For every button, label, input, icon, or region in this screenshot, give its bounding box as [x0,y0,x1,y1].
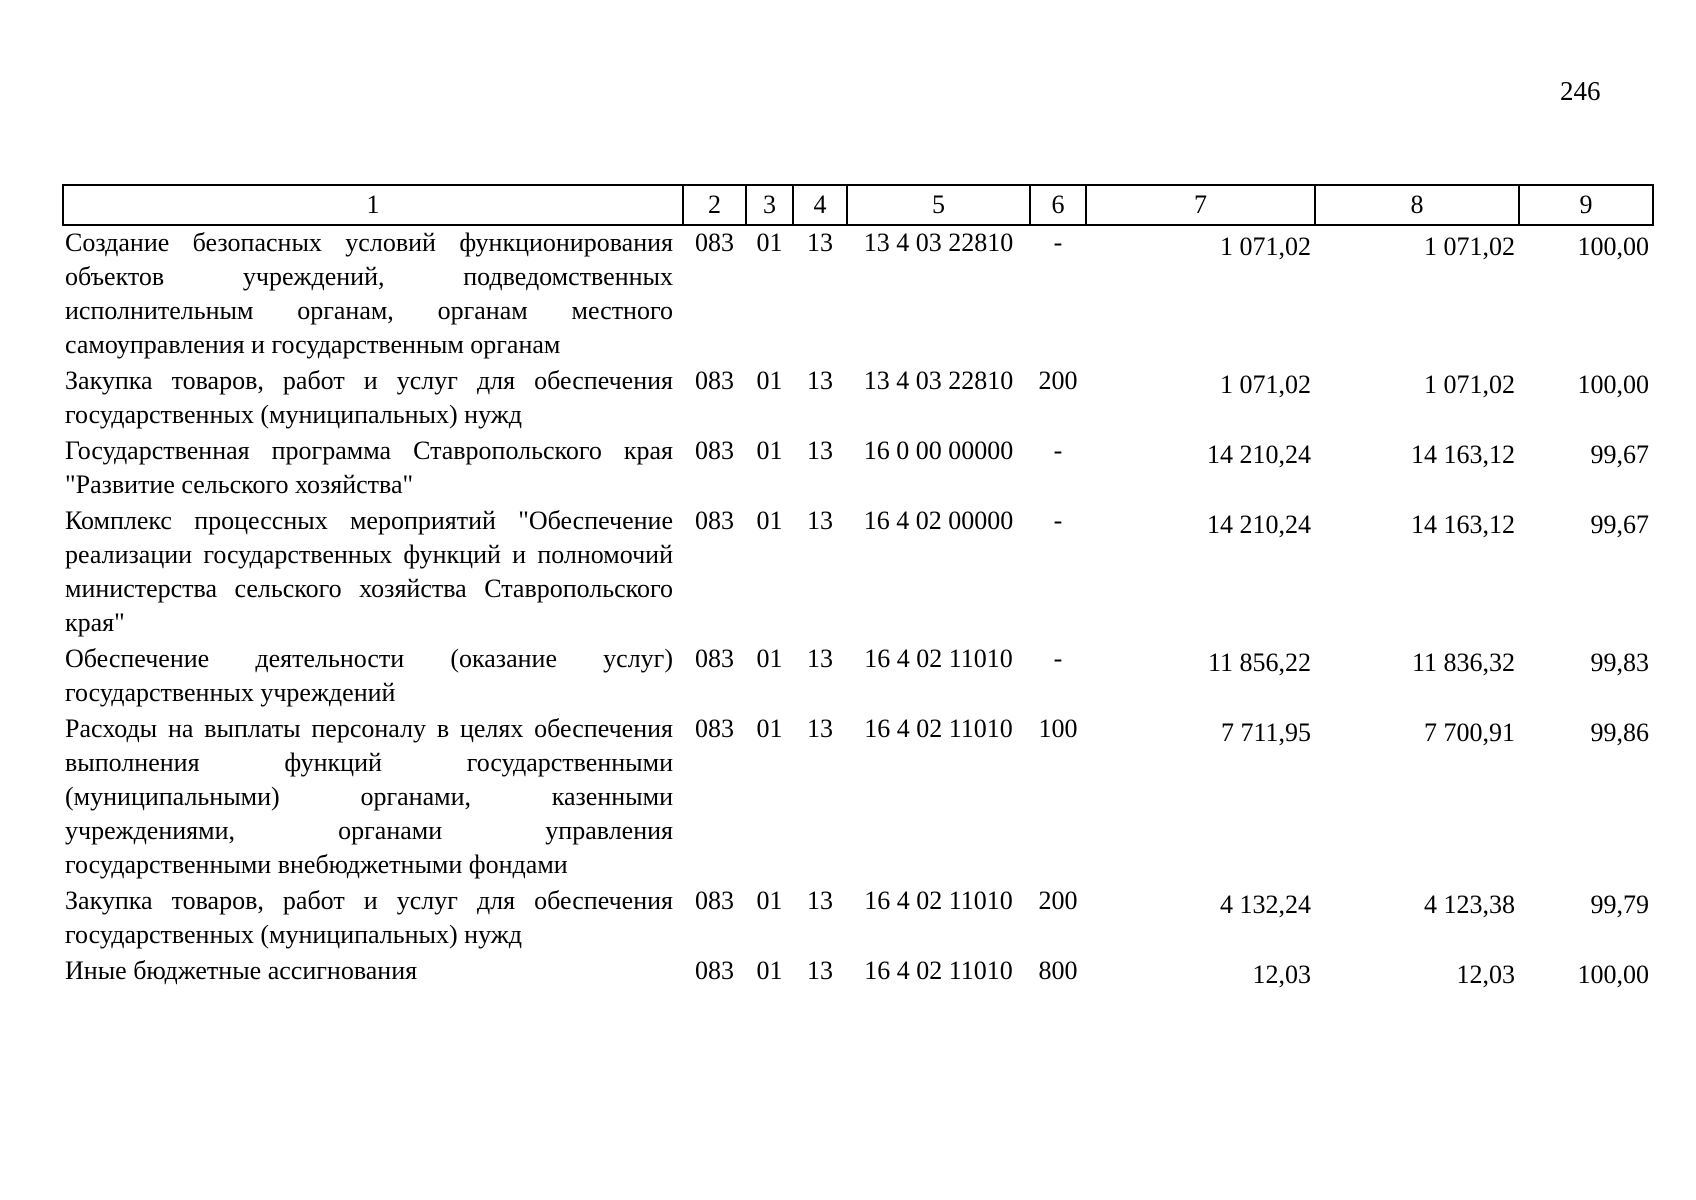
cell-vr: 800 [1038,956,1078,985]
cell-pr: 13 [807,366,833,395]
cell-gr: 083 [695,886,734,915]
cell-fact: 14 163,12 [1411,440,1515,469]
cell-gr: 083 [695,436,734,465]
cell-pct: 100,00 [1577,370,1649,399]
budget-table [62,184,1654,994]
row-name: Комплекс процессных мероприятий "Обеспечение реализации государственных функций и полномочий министерства сельского хозяйства Ставропольского края" [65,506,673,637]
column-header: 4 [793,185,847,225]
cell-rz: 01 [756,714,783,743]
table-header-row [63,185,1653,225]
cell-plan: 14 210,24 [1207,440,1311,469]
cell-plan: 12,03 [1252,960,1311,989]
cell-csr: 16 4 02 00000 [863,506,1014,535]
cell-fact: 1 071,02 [1424,232,1515,261]
cell-fact: 1 071,02 [1424,370,1515,399]
cell-rz: 01 [756,506,783,535]
column-header: 1 [63,185,683,225]
table-row [63,884,1653,954]
column-header: 3 [746,185,793,225]
cell-rz: 01 [756,644,783,673]
cell-pr: 13 [807,956,833,985]
table-row [63,954,1653,994]
cell-pct: 99,79 [1590,890,1649,919]
cell-csr: 13 4 03 22810 [863,366,1014,395]
cell-csr: 16 0 00 00000 [863,436,1014,465]
column-header: 9 [1519,185,1653,225]
cell-pct: 100,00 [1577,960,1649,989]
cell-plan: 4 132,24 [1220,890,1311,919]
table-row [63,712,1653,884]
cell-csr: 16 4 02 11010 [864,714,1013,743]
row-name: Государственная программа Ставропольского края "Развитие сельского хозяйства" [65,436,673,499]
cell-pr: 13 [807,228,833,257]
cell-fact: 12,03 [1456,960,1515,989]
column-header: 8 [1315,185,1519,225]
cell-vr: 100 [1038,714,1078,743]
row-name: Закупка товаров, работ и услуг для обеспечения государственных (муниципальных) нужд [65,366,673,429]
table-row [63,642,1653,712]
cell-fact: 14 163,12 [1411,510,1515,539]
cell-pct: 100,00 [1577,232,1649,261]
cell-rz: 01 [756,956,783,985]
cell-vr: - [1053,228,1063,257]
page-number: 246 [1560,76,1601,106]
cell-pct: 99,86 [1590,718,1649,747]
cell-gr: 083 [695,644,734,673]
cell-rz: 01 [756,366,783,395]
table-row [63,504,1653,642]
column-header: 5 [847,185,1030,225]
cell-fact: 7 700,91 [1424,718,1515,747]
cell-gr: 083 [695,714,734,743]
cell-pr: 13 [807,886,833,915]
cell-vr: 200 [1038,886,1078,915]
cell-rz: 01 [756,436,783,465]
cell-pr: 13 [807,714,833,743]
cell-gr: 083 [695,506,734,535]
cell-plan: 1 071,02 [1220,232,1311,261]
cell-pct: 99,67 [1590,510,1649,539]
cell-rz: 01 [756,886,783,915]
row-name: Обеспечение деятельности (оказание услуг) государственных учреждений [65,644,673,707]
cell-plan: 11 856,22 [1207,648,1311,677]
cell-pct: 99,67 [1590,440,1649,469]
cell-vr: 200 [1038,366,1078,395]
column-header: 2 [683,185,746,225]
cell-csr: 16 4 02 11010 [864,886,1013,915]
row-name: Создание безопасных условий функционирования объектов учреждений, подведомственных исполнительным органам, органам местного самоуправления и государственным органам [65,228,673,359]
cell-vr: - [1053,436,1063,465]
cell-rz: 01 [756,228,783,257]
cell-vr: - [1053,644,1063,673]
cell-pr: 13 [807,506,833,535]
cell-fact: 4 123,38 [1424,890,1515,919]
row-name: Расходы на выплаты персоналу в целях обеспечения выполнения функций государственными (муниципальными) органами, казенными учреждениями, органами управления государственными внебюджетными фондами [65,714,673,879]
table-row [63,364,1653,434]
cell-pct: 99,83 [1590,648,1649,677]
cell-vr: - [1053,506,1063,535]
column-header: 6 [1030,185,1086,225]
cell-csr: 16 4 02 11010 [864,644,1013,673]
cell-gr: 083 [695,228,734,257]
cell-plan: 7 711,95 [1220,718,1311,747]
cell-pr: 13 [807,436,833,465]
cell-plan: 1 071,02 [1220,370,1311,399]
row-name: Закупка товаров, работ и услуг для обеспечения государственных (муниципальных) нужд [65,886,673,949]
cell-fact: 11 836,32 [1411,648,1515,677]
cell-pr: 13 [807,644,833,673]
table-row [63,434,1653,504]
cell-gr: 083 [695,956,734,985]
cell-gr: 083 [695,366,734,395]
cell-plan: 14 210,24 [1207,510,1311,539]
table-row [63,225,1653,364]
cell-csr: 16 4 02 11010 [864,956,1013,985]
column-header: 7 [1086,185,1315,225]
row-name: Иные бюджетные ассигнования [65,956,418,985]
cell-csr: 13 4 03 22810 [863,228,1014,257]
